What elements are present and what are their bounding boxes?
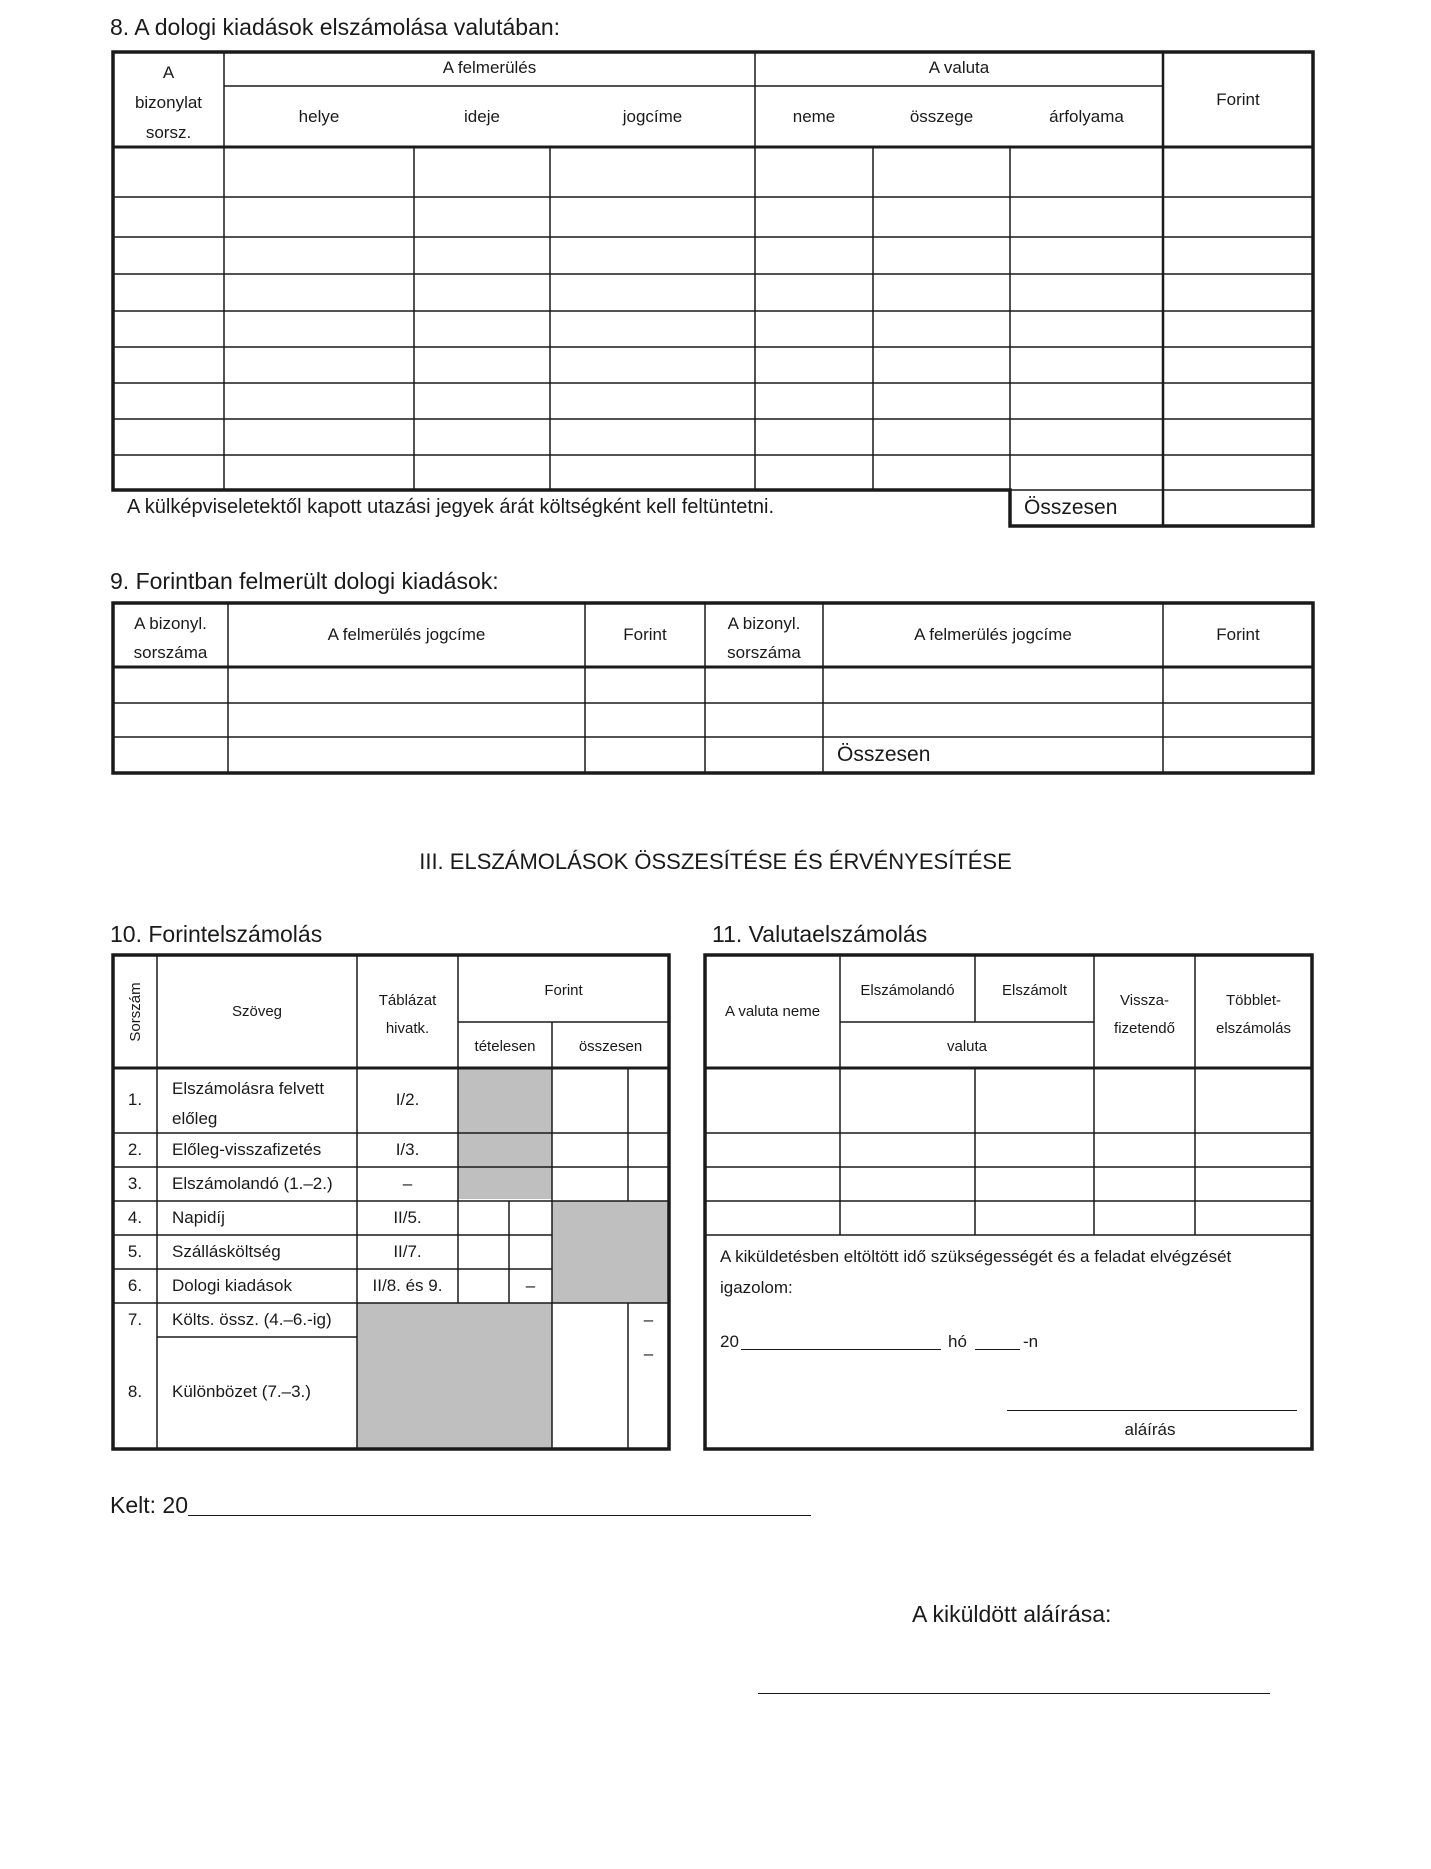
t11-date-line <box>741 1349 941 1350</box>
kelt-label: Kelt: 20 <box>110 1492 188 1518</box>
t10-row-5-text: Szállásköltség <box>172 1242 281 1261</box>
t11-date-prefix: 20 <box>720 1332 739 1351</box>
t10-row-4-text: Napidíj <box>172 1208 225 1227</box>
t8-header-forint: Forint <box>1216 90 1260 109</box>
t10-header-osszesen: összesen <box>578 1038 643 1055</box>
t10-row-1-text: Elszámolásra felvett előleg <box>172 1079 325 1128</box>
t10-header-tablazat: Táblázat hivatk. <box>378 992 437 1037</box>
t9-osszesen-label: Összesen <box>837 743 931 766</box>
t10-header-szoveg: Szöveg <box>231 1003 283 1020</box>
t10-row-2-ref: I/3. <box>395 1140 420 1159</box>
t10-row-5-number: 5. <box>127 1242 143 1261</box>
t10-row-6-number: 6. <box>127 1276 143 1295</box>
t9-header-jogcime-2: A felmerülés jogcíme <box>914 625 1072 644</box>
t10-row-4-number: 4. <box>127 1208 143 1227</box>
t10-row-4-ref: II/5. <box>393 1208 422 1227</box>
t11-signature-label: aláírás <box>1124 1420 1176 1439</box>
t8-header-ideje: ideje <box>464 107 500 126</box>
signature-line <box>758 1693 1270 1694</box>
t10-row-8-number: 8. <box>127 1382 143 1401</box>
t8-header-jogcime: jogcíme <box>622 107 683 126</box>
t8-osszesen-label: Összesen <box>1024 496 1118 519</box>
t10-row-6-dash: – <box>525 1276 536 1295</box>
t10-row-3-text: Elszámolandó (1.–2.) <box>172 1174 333 1193</box>
signature-heading: A kiküldött aláírása: <box>912 1601 1112 1627</box>
t11-header-valuta: valuta <box>946 1038 988 1055</box>
t9-header-bizonyl-1: A bizonyl. sorszáma <box>133 614 208 662</box>
section-11-title: 11. Valutaelszámolás <box>712 921 928 947</box>
t8-header-osszege: összege <box>909 107 974 126</box>
t8-header-neme: neme <box>792 107 836 126</box>
t10-row-6-text: Dologi kiadások <box>172 1276 293 1295</box>
t10-row-7-text: Költs. össz. (4.–6.-ig) <box>172 1310 332 1329</box>
t10-row-1-number: 1. <box>127 1090 143 1109</box>
t8-note: A külképviseletektől kapott utazási jegyek árát költségként kell feltüntetni. <box>127 496 775 518</box>
t11-certification-text: A kiküldetésben eltöltött idő szükségességét és a feladat elvégzését igazolom: <box>720 1247 1232 1297</box>
t9-header-forint-2: Forint <box>1216 625 1260 644</box>
t11-day-line <box>975 1349 1020 1350</box>
t10-row-3-number: 3. <box>127 1174 143 1193</box>
t8-header-felmerules: A felmerülés <box>442 58 537 77</box>
section-8-title: 8. A dologi kiadások elszámolása valutában: <box>110 14 561 40</box>
t10-row-6-ref: II/8. és 9. <box>372 1276 443 1295</box>
t10-row-7-number: 7. <box>127 1310 143 1329</box>
t11-ho-label: hó <box>948 1332 967 1351</box>
t11-header-elszamolt: Elszámolt <box>1001 982 1068 999</box>
t10-header-sorszam: Sorszám <box>127 982 144 1042</box>
t9-header-bizonyl-2: A bizonyl. sorszáma <box>727 614 801 662</box>
t10-row-8-text: Különbözet (7.–3.) <box>172 1382 311 1401</box>
t11-header-neme: A valuta neme <box>724 1003 821 1020</box>
t10-row-5-ref: II/7. <box>393 1242 422 1261</box>
t10-header-forint: Forint <box>544 982 583 999</box>
t9-header-jogcime-1: A felmerülés jogcíme <box>327 625 486 644</box>
kelt-line <box>188 1515 811 1516</box>
section-9-title: 9. Forintban felmerült dologi kiadások: <box>110 568 499 594</box>
t11-header-elszamolando: Elszámolandó <box>860 982 955 999</box>
t10-row-2-number: 2. <box>127 1140 143 1159</box>
t8-header-bizonylat: A bizonylat sorsz. <box>134 63 203 142</box>
t10-row-3-ref: – <box>402 1174 413 1193</box>
t8-header-arfolyama: árfolyama <box>1049 107 1124 126</box>
t10-row-2-text: Előleg-visszafizetés <box>172 1140 322 1159</box>
section-3-title: III. ELSZÁMOLÁSOK ÖSSZESÍTÉSE ÉS ÉRVÉNYESÍTÉSE <box>419 849 1012 874</box>
t11-header-tobblet: Többlet- elszámolás <box>1215 992 1292 1037</box>
t9-header-forint-1: Forint <box>623 625 667 644</box>
t10-row-1-ref: I/2. <box>395 1090 420 1109</box>
t11-n-suffix: -n <box>1023 1332 1039 1351</box>
t11-signature-line <box>1007 1410 1297 1411</box>
t8-header-valuta: A valuta <box>928 58 990 77</box>
t8-header-helye: helye <box>298 107 340 126</box>
t11-header-vissza: Vissza- fizetendő <box>1114 992 1175 1037</box>
t10-row-7-dash: – <box>643 1310 654 1329</box>
t10-row-8-dash: – <box>643 1344 654 1363</box>
t10-header-tetelesen: tételesen <box>474 1038 536 1055</box>
section-10-title: 10. Forintelszámolás <box>110 921 323 947</box>
